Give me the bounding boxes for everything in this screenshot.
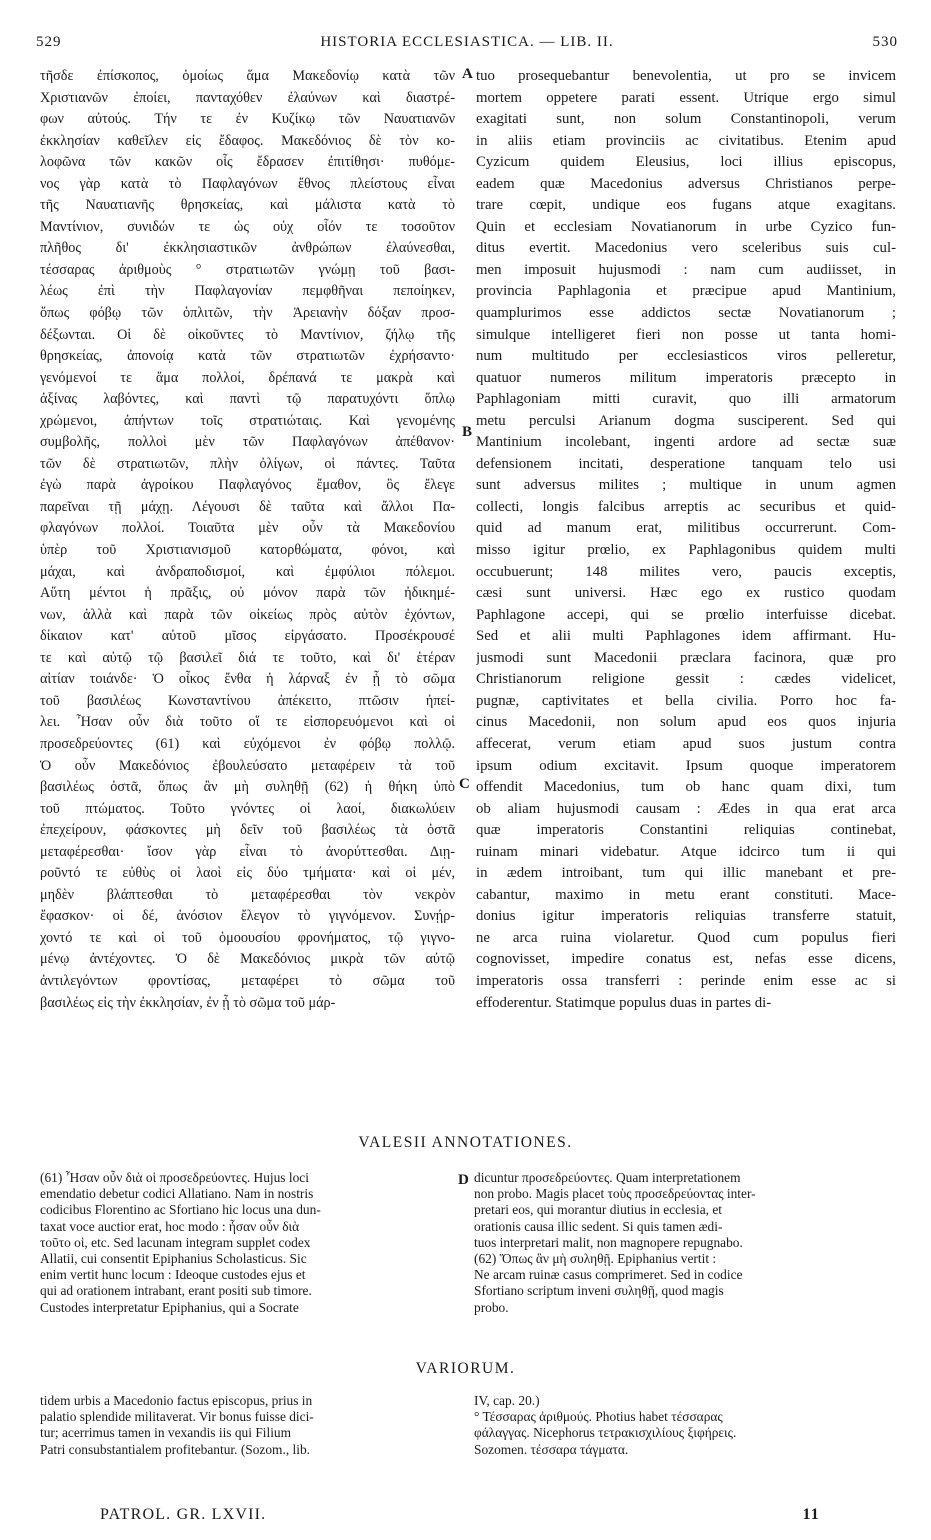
greek-text-line: βασιλέως εἰς τὴν ἐκκλησίαν, ἐν ᾗ τὸ σῶμα τοῦ μάρ-: [40, 994, 336, 1011]
valesii-note-line: orationis causa illic sedent. Si quis tamen ædi-: [474, 1218, 723, 1234]
greek-text-line: συμβολῆς, πολλοὶ μὲν τῶν Παφλαγόνων ἀπέθανον·: [40, 434, 455, 451]
latin-text-line: cæsi sunt universi. Hæc ego ex rustico quodam: [476, 585, 896, 602]
margin-marker-a: A: [462, 66, 473, 82]
greek-text-line: λει. Ἦσαν οὖν διὰ τοῦτο οἵ τε εἰσπορευόμενοι καὶ οἱ: [40, 714, 455, 731]
latin-text-line: mortem oppetere parati essent. Utrique ergo simul: [476, 89, 896, 106]
latin-text-line: num multitudo per ecclesiasticos viros pelleretur,: [476, 348, 896, 365]
valesii-note-line: enim vertit hunc locum : Ideoque custodes ejus et: [40, 1267, 306, 1283]
greek-text-line: προσεδρεύοντες (61) καὶ εὐχόμενοι ἐν φόβῳ πολλῷ.: [40, 735, 455, 752]
greek-text-line: Χριστιανῶν ἐποίει, πανταχόθεν ἐλαύνων καὶ διαστρέ-: [40, 89, 455, 106]
valesii-notes-left: [40, 1170, 450, 1316]
variorum-note-line: tidem urbis a Macedonio factus episcopus, prius in: [40, 1393, 313, 1408]
margin-marker-b: B: [462, 424, 473, 440]
latin-text-line: in aliis etiam provinciis ac civitatibus. Etenim apud: [476, 132, 896, 149]
latin-text-line: eadem quæ Macedonius adversus Christianos perpe-: [476, 175, 896, 192]
variorum-note-line: Sozomen. τέσσαρα τάγματα.: [474, 1441, 629, 1457]
valesii-note-line: non probo. Magis placet τοὺς προσεδρεύοντας inter-: [474, 1186, 756, 1202]
greek-text-line: μάχαι, καὶ ἀνδραποδισμοί, καὶ ἐμφύλιοι πόλεμοι.: [40, 563, 455, 580]
latin-text-line: Sed et alii multi Paphlagones idem affirmant. Hu-: [476, 628, 896, 645]
latin-text-line: quid ad manum erat, militibus occurrerunt. Com-: [476, 520, 896, 537]
latin-text-line: ditus evertit. Macedonius vero sceleribus suis cul-: [476, 240, 896, 257]
latin-text-line: cinus Macedonii, non solum apud eos quos injuria: [476, 714, 896, 731]
greek-text-line: χρώμενοι, ἀπήντων τοῖς στρατιώταις. Καὶ γενομένης: [40, 412, 455, 429]
variorum-note-line: IV, cap. 20.): [474, 1393, 540, 1408]
latin-text-column: [476, 66, 896, 1014]
greek-text-line: πλῆθος δι' ἐκκλησιαστικῶν ἀνθρώπων ἐλαύνεσθαι,: [40, 240, 455, 257]
latin-text-line: Paphlagone accepi, qui se prœlio interfuisse dicebat.: [476, 606, 896, 623]
running-header: [36, 34, 898, 56]
latin-text-line: ob aliam hujusmodi causam : Ædes in qua erat arca: [476, 800, 896, 817]
latin-text-line: exagitati sunt, non solum Constantinopoli, verum: [476, 111, 896, 128]
greek-text-line: λοφῶνα τῶν κακῶν οἷς ἔδρασεν ἐπιτίθησι· πυθόμε-: [40, 154, 455, 171]
greek-text-line: παρεῖναι τῇ μάχῃ. Λέγουσι δὲ ταῦτα καὶ ἄλλοι Πα-: [40, 498, 455, 515]
greek-text-line: χοντό τε καὶ οἱ τοῦ ὁμοουσίου φρονήματος, τῷ γιγνο-: [40, 929, 455, 946]
greek-text-line: νος γὰρ κατὰ τὸ Παφλαγόνων ἔθνος πλείστους εἶναι: [40, 175, 455, 192]
latin-text-line: offendit Macedonius, tum ob hanc quam dixi, tum: [476, 779, 896, 796]
variorum-note-line: Patri consubstantialem profitebantur. (Sozom., lib.: [40, 1441, 310, 1457]
greek-text-line: ἐγὼ παρὰ ἀγροίκου Παφλαγόνος ἔμαθον, ὃς ἔλεγε: [40, 477, 455, 494]
greek-text-line: ἔφασκον· οἱ δέ, ἀνόσιον ἔλεγον τὸ γιγνόμενον. Συνῄρ-: [40, 908, 455, 925]
latin-text-line: ne arca ruina violaretur. Quod cum populus fieri: [476, 929, 896, 946]
valesii-note-line: dicuntur προσεδρεύοντες. Quam interpretationem: [474, 1170, 741, 1185]
latin-text-line: in ædem introibant, tum qui illic manebant et pre-: [476, 865, 896, 882]
latin-text-line: ipsum odium excitavit. Ipsum quoque imperatorem: [476, 757, 896, 774]
latin-text-line: sunt adversus milites ; multique in unum agmen: [476, 477, 896, 494]
greek-text-line: μηδὲν βλάπτεσθαι τὸ μεταφέρεσθαι τὸν νεκρὸν: [40, 886, 455, 903]
variorum-note-line: palatio splendide militaverat. Vir bonus fuisse dici-: [40, 1409, 314, 1425]
greek-text-line: μεταφέρεσθαι· ἴσον γὰρ εἶναι τὸ ἀνορύττεσθαι. Διῃ-: [40, 843, 455, 860]
variorum-notes-left: [40, 1393, 450, 1458]
margin-marker-c: C: [459, 776, 470, 792]
valesii-note-line: (62) Ὅπως ἂν μὴ συληθῇ. Epiphanius vertit :: [474, 1250, 717, 1266]
latin-text-line: men imposuit hujusmodi : nam cum audiisset, in: [476, 261, 896, 278]
greek-text-line: τέσσαρας ἀριθμοὺς ° στρατιωτῶν γνώμῃ τοῦ βασι-: [40, 261, 455, 278]
sheet-number: 11: [802, 1506, 820, 1523]
latin-text-line: Quin et ecclesiam Novatianorum in urbe Cyzico fun-: [476, 218, 896, 235]
latin-text-line: quæ imperatoris Constantini reliquias continebat,: [476, 822, 896, 839]
valesii-note-line: Ne arcam ruinæ casus comprimeret. Sed in codice: [474, 1267, 743, 1283]
valesii-note-line: Sfortiano scriptum inveni συληθῇ, quod magis: [474, 1283, 724, 1299]
latin-text-line: Cyzicum quidem Eleusius, loci illius episcopus,: [476, 154, 896, 171]
margin-marker-d: D: [458, 1172, 469, 1188]
greek-text-line: φλαγόνων πολλοί. Τοιαῦτα μὲν οὖν τὰ Μακεδονίου: [40, 520, 455, 537]
valesii-note-line: (61) Ἦσαν οὖν διὰ οἱ προσεδρεύοντες. Hujus loci: [40, 1170, 309, 1185]
greek-text-line: ἐκκλησίαν καθεῖλεν εἰς ἔδαφος. Μακεδόνιος δὲ τὸν κο-: [40, 132, 455, 149]
valesii-note-line: taxat voce auctior erat, hoc modo : ἦσαν οὖν διὰ: [40, 1218, 300, 1234]
variorum-notes-right: [474, 1393, 894, 1458]
valesii-note-line: probo.: [474, 1299, 509, 1315]
greek-text-line: δίκαιον κατ' αὐτοῦ μῖσος εἰργάσατο. Προσέκρουσέ: [40, 628, 455, 645]
valesii-title: VALESII ANNOTATIONES.: [358, 1134, 573, 1151]
latin-text-line: effoderentur. Statimque populus duas in partes di-: [476, 994, 772, 1011]
page-number-right: 530: [872, 34, 898, 50]
valesii-note-line: τοῦτο οἱ, etc. Sed lacunam integram supplet codex: [40, 1234, 311, 1250]
greek-text-line: λέως ἐπὶ τὴν Παφλαγονίαν πεμφθῆναι πεποίηκεν,: [40, 283, 455, 300]
greek-text-line: τῶν δὲ στρατιωτῶν, πλὴν ὀλίγων, οἱ πάντες. Ταῦτα: [40, 455, 455, 472]
latin-text-line: cabantur, maximo in metu erant constituti. Mace-: [476, 886, 896, 903]
latin-text-line: defensionem incitati, desperatione tanquam telo usi: [476, 455, 896, 472]
latin-text-line: metu perculsi Arianum dogma susciperent. Sed qui: [476, 412, 896, 429]
greek-text-line: φων αὐτούς. Τήν τε ἐν Κυζίκῳ τῶν Ναυατιανῶν: [40, 111, 455, 128]
valesii-note-line: tuos interpretari malit, non magnopere repugnabo.: [474, 1234, 743, 1250]
greek-text-line: Ὁ οὖν Μακεδόνιος ἐβουλεύσατο μεταφέρειν τὰ τοῦ: [40, 757, 455, 774]
greek-text-line: τοῦ βασιλέως Κωνσταντίνου ἀπέκειτο, πτῶσιν ἠπεί-: [40, 692, 455, 709]
latin-text-line: cognovisset, impedire conatus est, nefas esse dicens,: [476, 951, 896, 968]
latin-text-line: Paphlagoniam mitti curavit, quo illi armatorum: [476, 391, 896, 408]
variorum-note-line: ° Τέσσαρας ἀριθμούς. Photius habet τέσσαρας: [474, 1409, 723, 1425]
greek-text-line: δέξωνται. Οἱ δὲ οἰκοῦντες τὸ Μαντίνιον, ζήλῳ τῆς: [40, 326, 455, 343]
greek-text-line: τοῦ πτώματος. Τοῦτο γνόντες οἱ λαοί, διακωλύειν: [40, 800, 455, 817]
greek-text-line: γενόμενοί τε ἅμα πολλοί, δρέπανά τε μακρὰ καὶ: [40, 369, 455, 386]
valesii-note-line: qui ad orationem intrabant, erant positi sub timore.: [40, 1283, 312, 1299]
valesii-notes-right: [474, 1170, 894, 1316]
greek-text-line: ροῦντό τε εὐθὺς οἱ λαοὶ εἰς δύο τμήματα· καὶ οἱ μέν,: [40, 865, 455, 882]
latin-text-line: collecti, longis falcibus arreptis ac securibus et quid-: [476, 498, 896, 515]
page-footer: [100, 1506, 820, 1530]
latin-text-line: trare cœpit, undique eos fugans atque exagitans.: [476, 197, 896, 214]
latin-text-line: occubuerunt; 148 milites vero, paucis exceptis,: [476, 563, 896, 580]
latin-text-line: imperatoris ossa transferri : perinde enim esse ac si: [476, 972, 896, 989]
latin-text-line: provincia Paphlagonia et præcipue apud Mantinium,: [476, 283, 896, 300]
greek-text-column: [40, 66, 455, 1014]
valesii-note-line: codicibus Florentino ac Sfortiano hic locus una dun-: [40, 1202, 321, 1218]
greek-text-line: μένῳ ἀντέχοντες. Ὁ δὲ Μακεδόνιος μικρὰ τῶν αὐτῷ: [40, 951, 455, 968]
greek-text-line: ἐπεχείρουν, φάσκοντες μὴ δεῖν τοῦ βασιλέως τὰ ὀστᾶ: [40, 822, 455, 839]
greek-text-line: ἀντιλεγόντων φροντίσας, μεταφέρει τὸ σῶμα τοῦ: [40, 972, 455, 989]
running-title: HISTORIA ECCLESIASTICA. — LIB. II.: [320, 34, 614, 50]
variorum-note-line: tur; acerrimus tamen in vexandis iis qui Filium: [40, 1425, 292, 1441]
greek-text-line: νων, ἀλλὰ καὶ παρὰ τῶν οἰκείως πρὸς αὐτὸν ἐχόντων,: [40, 606, 455, 623]
greek-text-line: ἀξίνας λαβόντες, καὶ παντὶ τῷ παρατυχόντι ὅπλῳ: [40, 391, 455, 408]
valesii-note-line: Custodes interpretatur Epiphanius, qui a Socrate: [40, 1299, 299, 1315]
latin-text-line: Mantinium incolebant, ingenti ardore ad sectæ suæ: [476, 434, 896, 451]
variorum-title: VARIORUM.: [415, 1360, 516, 1377]
greek-text-line: αἰτίαν τοιάνδε· Ὁ οἶκος ἔνθα ἡ λάρναξ ἐν ᾗ τὸ σῶμα: [40, 671, 455, 688]
greek-text-line: τῆς Ναυατιανῆς θρησκείας, καὶ μάλιστα κατὰ τὸ: [40, 197, 455, 214]
latin-text-line: Christianorum religione gessit : cædes videlicet,: [476, 671, 896, 688]
latin-text-line: ruinam minari videbatur. Atque idcirco tum ii qui: [476, 843, 896, 860]
greek-text-line: τῆσδε ἐπίσκοπος, ὁμοίως ἅμα Μακεδονίῳ κατὰ τῶν: [40, 68, 455, 84]
greek-text-line: ὅπως φόβῳ τῶν ὁπλιτῶν, τὴν Ἀρειανὴν δόξαν προσ-: [40, 305, 455, 322]
latin-text-line: misso igitur prœlio, ex Paphlagonibus quidem multi: [476, 542, 896, 559]
patrologia-reference: PATROL. GR. LXVII.: [100, 1506, 267, 1523]
greek-text-line: βασιλέως ὀστᾶ, ὅπως ἂν μὴ συληθῇ (62) ἡ θήκη ὑπὸ: [40, 779, 455, 796]
variorum-note-line: φάλαγγας. Nicephorus τετρακισχιλίους ξιφήρεις.: [474, 1425, 737, 1441]
greek-text-line: ὑπὲρ τοῦ Χριστιανισμοῦ κατορθώματα, φόνοι, καὶ: [40, 542, 455, 559]
greek-text-line: Μαντίνιον, συνιδών τε ὡς οὐχ οἷόν τε τοσοῦτον: [40, 218, 455, 235]
greek-text-line: τε καὶ αὐτῷ τῷ βασιλεῖ διά τε τοῦτο, καὶ δι' ἑτέραν: [40, 649, 455, 666]
latin-text-line: pugnæ, captivitates et bella civilia. Porro hoc fa-: [476, 692, 896, 709]
latin-text-line: donius igitur imperatoris reliquias transferre statuit,: [476, 908, 896, 925]
latin-text-line: jusmodi sunt Macedonii præclara facinora, quæ pro: [476, 649, 896, 666]
greek-text-line: Αὕτη μέντοι ἡ πρᾶξις, οὐ μόνον παρὰ τῶν ἠδικημέ-: [40, 585, 455, 602]
latin-text-line: simulque intelligeret fieri non posse ut tanta homi-: [476, 326, 896, 343]
latin-text-line: affecerat, verum etiam apud suos justum contra: [476, 735, 896, 752]
latin-text-line: tuo prosequebantur benevolentia, ut pro se invicem: [476, 68, 896, 84]
greek-text-line: θρησκείας, ἀπονοίᾳ κατὰ τῶν στρατιωτῶν ἐχρήσαντο·: [40, 348, 455, 365]
valesii-note-line: Allatii, cui consentit Epiphanius Scholasticus. Sic: [40, 1250, 307, 1266]
valesii-note-line: pretari eos, qui morantur diutius in ecclesia, et: [474, 1202, 723, 1218]
latin-text-line: quatuor numeros militum imperatoris præcepto in: [476, 369, 896, 386]
valesii-note-line: emendatio debetur codici Allatiano. Nam in nostris: [40, 1186, 314, 1202]
page-number-left: 529: [36, 34, 62, 50]
latin-text-line: quamplurimos esse addictos sectæ Novatianorum ;: [476, 305, 896, 322]
